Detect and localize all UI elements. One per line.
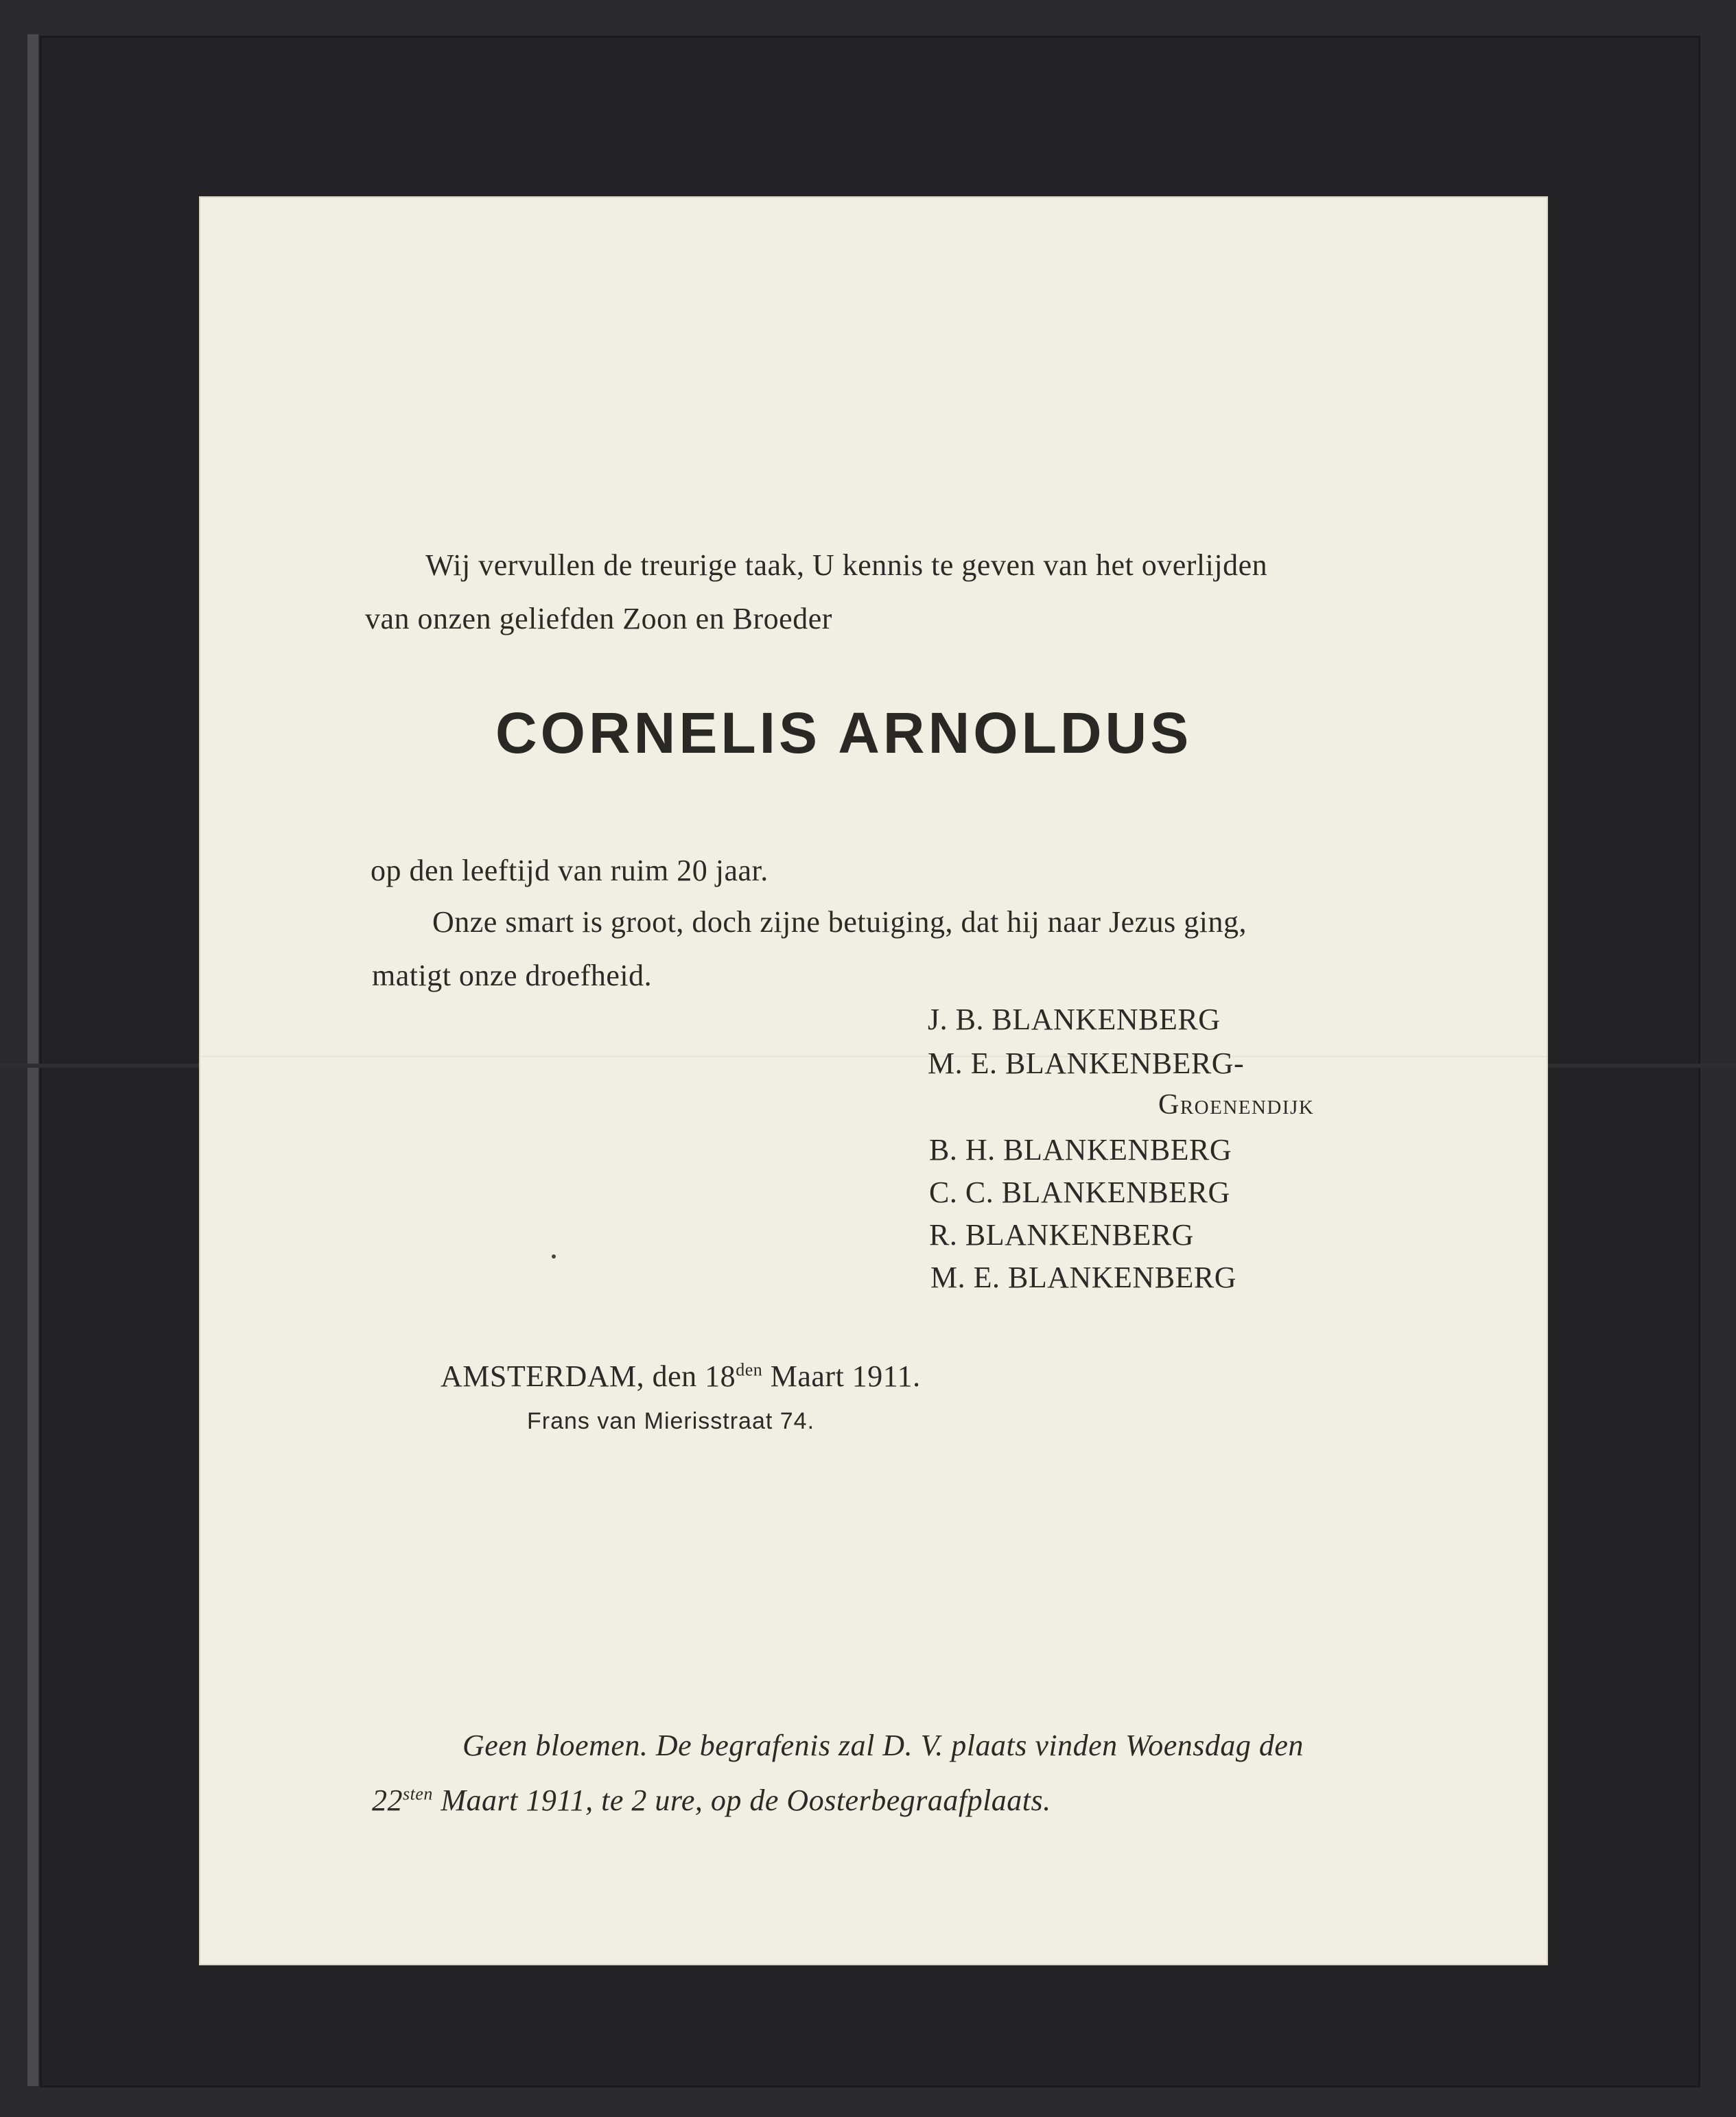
funeral-rest: Maart 1911, te 2 ure, op de Oosterbegraafplaats.: [441, 1783, 1051, 1817]
signatory-1: J. B. BLANKENBERG: [928, 1003, 1221, 1036]
day-suffix: den: [736, 1359, 763, 1380]
card-fold-line: [200, 1055, 1547, 1057]
grief-line-1: Onze smart is groot, doch zijne betuiging, dat hij naar Jezus ging,: [432, 905, 1247, 939]
paper-speck: [552, 1254, 556, 1259]
deceased-name: CORNELIS ARNOLDUS: [495, 701, 1193, 765]
grief-line-2: matigt onze droefheid.: [372, 959, 653, 992]
signatory-6: M. E. BLANKENBERG: [930, 1261, 1237, 1294]
signatory-3: B. H. BLANKENBERG: [929, 1133, 1232, 1167]
signatory-2: M. E. BLANKENBERG-: [928, 1046, 1245, 1080]
place-date: [441, 1359, 921, 1394]
month-year: Maart 1911.: [770, 1359, 921, 1393]
signatory-5: R. BLANKENBERG: [929, 1218, 1194, 1252]
funeral-day-suffix: sten: [403, 1783, 433, 1804]
intro-line-1: Wij vervullen de treurige taak, U kennis te geven van het overlijden: [425, 548, 1268, 582]
address: Frans van Mierisstraat 74.: [527, 1408, 815, 1434]
signatory-4: C. C. BLANKENBERG: [929, 1176, 1230, 1209]
intro-line-2: van onzen geliefden Zoon en Broeder: [365, 602, 832, 635]
announcement-card: [200, 198, 1547, 1964]
funeral-day: 22: [372, 1783, 403, 1817]
place-city-day: AMSTERDAM, den 18: [441, 1359, 736, 1393]
funeral-line-2: [372, 1783, 1051, 1818]
mount-left-edge: [27, 34, 38, 2086]
funeral-line-1: Geen bloemen. De begrafenis zal D. V. plaats vinden Woensdag den: [462, 1729, 1304, 1762]
age-line: op den leeftijd van ruim 20 jaar.: [371, 854, 769, 887]
signatory-2-continued: Groenendijk: [1158, 1089, 1315, 1121]
